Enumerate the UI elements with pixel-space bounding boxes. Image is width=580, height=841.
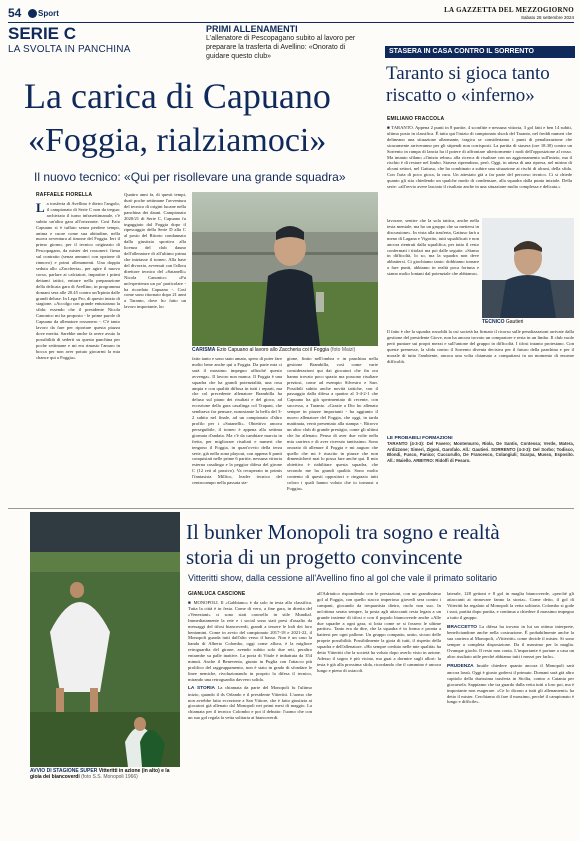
main-col1-text: a trasferta di Avellino è dietro l'angolo, il campionato di Serie C non da tregua: archiviato il turno infrasettimanale, c'è subito un'altra gara all'orizzonte. Così Ezio Capuano si è tuffato senza perdere tempo, anima e cuore come sua abitudine, nella nuova avventura al timone del Foggia. Ieri il primo giorno, per il tecnico originario di Pescopagano, da mister dei rossoneri: firma sul contratto (senza annunci con opzione di rinnovo) e primi allenamenti. Una doppia seduta allo «Zaccheria», per agire il nuovo corso, parlare ai calciatori, impartire i primi dettami tattici, entrare nella preparazione della delicata gara di Avellino, in programma domani sera alle 20.45 contro un'Irpinia dalle grandi deluse. In Lega Pro, di questo inizio di stagione. «Accolgo con grande entusiasmo la sfida: essendo che il presidente Nicola Canonico mi ha proposto - le prime parole di Capuano da allenatore rossonero -. C'è tanto lavoro da fare per riportare questa piazza dove merita. Sarebbe anche fa avere avuto la possibilità di sederti su questa panchina per poche settimane e mi era rimasto l'amaro in bocca per non aver potuto giocarmi la mia chance qui a Foggia». [36, 201, 120, 360]
header-rule [8, 22, 574, 23]
main-standfirst: Il nuovo tecnico: «Qui per risollevare una grande squadra» [34, 170, 346, 184]
main-col-3 [192, 356, 282, 506]
monopoli-col1b-title: LA STORIA [188, 685, 215, 691]
monopoli-byline: GIANLUCA CASCIONE [188, 591, 246, 597]
sidebar-label: PRIMI ALLENAMENTI [206, 24, 298, 34]
capuano-photo-image [192, 192, 378, 346]
monopoli-photo-image [30, 512, 180, 767]
monopoli-col-2 [317, 591, 441, 835]
monopoli-col3c-text: Inutile chiedere quanto ancora il Monopoli sarà ancora lassù. Oggi è giusto godersi il primato. Domani sarà già altro capitolo della durissima trasferta in Sicilia, contro a Catania per giocarsela. Sappiamo che tra guardo dalla vetta tutti a loro poi, ma è importante non esagerare. «Ce lo dicono a tutti gli allenamenti» ha detto il mister. Cerchiamo di fare il massimo, perché il campionato è lungo e difficile». [447, 662, 574, 705]
gautieri-caption [482, 319, 574, 325]
taranto-colfull-text: Il fatto è che la squadra rossoblù la cui società ha firmato il ricorso sulle penalizzazioni arrivate dalla gestione del presidente Giove, non ha ancora trovato un compratore e resta in un limbo. Il club vuole però puntare sui propri mezzi e sull'unione del gruppo in difficoltà. I tifosi intanto protestano. Con queste premesse, la sfida contro il Sorrento diventa decisiva per il futuro della panchina e per il morale di tutto l'ambiente, ancora una volta chiamato a compattarsi in un momento di enorme difficoltà. [387, 329, 574, 364]
taranto-byline: EMILIANO FRACCOLA [387, 116, 445, 122]
sport-logo-icon [28, 9, 37, 18]
gautieri-photo [482, 218, 574, 318]
gautieri-caption-bold: TECNICO [482, 319, 505, 325]
monopoli-bullet: ■ [188, 600, 192, 605]
monopoli-headline-1: Il bunker Monopoli tra sogno e realtà [186, 520, 500, 544]
main-col4-text: gione, finito nell'ombra e in panchina nella gestione Brambilla, così come varie considerazioni qui dai giocatori che fin ora hanno trovato poco spazio ma possono risultare preziosi, come ad esempio Silvestro e Sarr. Possibili subito anche novità tattiche, con il passaggio dalla difesa a quattro al 3-4-2-1 che Capuano ha già sperimentato di recente, con successo, a Taranto. «Grazie a Dio ho allenato sempre in piazze importanti - ha aggiunto il nuovo allenatore del Foggia, che oggi, in tarda mattinata, verrà presentato alla stampa -. Ritrovo un altro club di grande prestigio, come gli ultimi che ho allenato. Penso di aver due volte nella mia carriera e di aver ricevuto tantissimo. Sono onorato di allenare il Foggia e mi auguro che quello che mi è riuscito in piazze che non dimenticherò mai lo possa fare anche qui. Il mio obiettivo è riabilitare questa squadra, che secondo me ha grandi qualità. Sono molto contento di questi oppositori e ringrazio tutti coloro i quali hanno voluto che io tornassi a Foggia». [287, 356, 378, 491]
section-divider [8, 508, 574, 509]
taranto-col1b-text: lavorare, sentire che la sola tattica, anche nella testa mentale, ma ho un gruppo che sa mettersi in discussione». In vista alla trasferta, Gattuso farà a meno di Lagana e Vigorito, tutti squalificati e non ancora rientrati dalla squalifica, per tutto il resto confermati i titolari ma poi dalle seguite. «Siamo in difficoltà, lo so, ma la squadra non deve abbattersi. Ci giochiamo tanto: dobbiamo tornare a fare punti, abbiamo in realtà poca fortuna e siamo molto lontani dal potenziale che abbiamo». [387, 218, 479, 277]
taranto-col1-text: TARANTO. Appena 2 punti in 8 partite, 4 sconfitte e nessuna vittoria, 3 gol fatti e ben 14 subiti, ultimo posto in classifica. È tutto qui l'inizio di campionato shock del Taranto, nel freddi numeri che delineano una situazione allarmante, tragica se consideriamo i punti di penalizzazione che sicuramente arriveranno per gli stipendi non corrisposti. La partita di stasera (ore 18.30) contro un Sorrento in rampa di lancia ha il potere di affrontare ulteriormente i nodi dell'opposizione al rosso. Ma intanto sfilano «l'inizio rebus» alla ricerca di risultare con un aggiornamento sull'inizio, ma il rischio è di restare nel limbo. Stasera riprendono, però. Oggi, in attesa di una ripresa, nel mirino di alcuni settori, nel Gattuso, che ha combinato a subire una situazione ai rischi di alcuni, della sfida. Con l'aria di poco gioca, la cura. Un attestato già a far parte del percorso tecnico. Ci si chiede quanto gli stia chiedendo un qualche modo di condensare, alla squadra dalla punta iniziale. Della serie: «all'avvio avere lasciato il risultato anche in una situazione molto complessa e delicata.» [387, 125, 572, 190]
monopoli-photo [30, 512, 180, 767]
dropcap: L [36, 200, 45, 215]
taranto-lineups [387, 436, 574, 502]
main-col-1 [36, 192, 120, 502]
monopoli-col-1 [188, 591, 312, 835]
main-byline: RAFFAELE FIORELLA [36, 192, 93, 198]
monopoli-headline-2: storia di un progetto convincente [186, 545, 463, 569]
sidebar-text: L'allenatore di Pescopagano subito al lavoro per preparare la trasferta di Avellino: «Onorato di guidare questo club» [206, 35, 356, 60]
page-number: 54 [8, 6, 22, 20]
taranto-col-1b [387, 218, 479, 318]
taranto-bullet: ■ [387, 125, 390, 130]
main-headline-2: «Foggia, rialziamoci» [28, 122, 327, 159]
gautieri-photo-image [482, 218, 574, 318]
taranto-lineups-title: LE PROBABILI FORMAZIONI [387, 436, 453, 441]
monopoli-caption-bold: AVVIO DI STAGIONE SUPER [30, 768, 98, 774]
monopoli-col-3 [447, 591, 574, 835]
section-kicker-subtitle: LA SVOLTA IN PANCHINA [8, 44, 131, 55]
monopoli-col1-text: MONOPOLI. Il «Gabbiano» è da solo in testa alla classifica. Tutta la città è in festa. Come di vero, a fine gara, in diretta del «Veneziani» ci sono stati carosello in stile Mundial. Immediatamente la rete e i social sono stati presi d'assalto da messaggi del tifosi biancoverdi, grandi a tessere le lodi dei loro beniamini. Come in avvio del campionato 2017-18 e 2021-22, il Monopoli guarda tutti dall'alto verso il basso. Non è un caso la banda di Alberto Colombo, oggi come allora, è la migliore retroguardia del girone, avendo subito solo due reti, peraltro entrambe su palle inattive. La porta di Vitale è imbattuta da 354 minuti. Anche il Benevento, giunto in Puglia con l'attacco più prolifico del raggruppamento, non è stato in grado di sfondare le linee nemiche, rivoluzionando in proprio la difesa il tecnico, mirando una retroguardia davvero solida. [188, 600, 312, 682]
main-col-2 [124, 192, 186, 502]
capuano-caption-bold: CARISMA [192, 347, 216, 353]
section-logo-text: Sport [38, 8, 59, 18]
main-headline-1: La carica di Capuano [24, 76, 331, 116]
capuano-caption-credit: (foto Maizi) [330, 347, 356, 353]
taranto-label: STASERA IN CASA CONTRO IL SORRENTO [389, 48, 534, 55]
page-header [8, 6, 574, 22]
main-col2-text: Quattro anni fa, di questi tempi, durò poche settimane l'avventura del tecnico di origini lucane nella panchina dei dauni. Campionato 2020/21 di Serie C, Capuano fu ingaggiato dal Foggia dopo il ripescaggio della Serie D alla C al posto del Ritorto condannato dalla giustizia sportiva alla licenza del club dauno dell'allenatore di all'ultimo prima che iniziasse il torneo. Alla base del divorzio, avvenuti con l'allora direttore tecnico del «Satanelli» Nicola Canonico: «Fu un'esperienza un po' particolare - ha ricordato Capuano -. Così come sono ritornato dopo 21 anni a Taranto, dove ho fatto un lavoro importante, ho [124, 192, 186, 310]
monopoli-caption-credit: (foto S.S. Monopoli 1966) [81, 774, 138, 780]
taranto-col-full [387, 329, 574, 433]
monopoli-col3b-title: BRACCETTO [447, 624, 478, 630]
capuano-photo [192, 192, 378, 346]
monopoli-col3b-text: La difesa ha trovato in lui un ottimo interprete, beneficiandone anche nella costruzione. È probabilmente anche la sua carriera al Monopoli, «Vitteritti» come decide il mister. Si sono sempre a completa disposizione. Da il massimo per la maglia. Ovunque giochi. Il resto non conta. L'importante è portare a casa un altro risultato utile perché abbiamo tutti i mezzi per farlo». [447, 623, 574, 660]
taranto-col-1 [387, 125, 572, 217]
monopoli-standfirst: Vitteritti show, dalla cessione all'Avellino fino al gol che vale il primato solitario [188, 573, 498, 583]
section-kicker-title: SERIE C [8, 24, 77, 43]
monopoli-col3c-title: PRUDENZA [447, 663, 474, 669]
taranto-headline: Taranto si gioca tanto riscatto o «inferno» [386, 63, 550, 106]
newspaper-title: LA GAZZETTA DEL MEZZOGIORNO [444, 6, 574, 14]
monopoli-col3-text: laterale, 128 gettoni e 8 gol in maglia biancoverde, «perché gli attaccanti ai rinnovare fanno la storia». Come detto, il gol di Vitteritti ha regalato al Monopoli la vetta solitaria. Colombo si gode i suoi, partita dopo partita, e continua a chiedere il massimo impegno a tutto il gruppo. [447, 591, 574, 620]
main-col-4 [287, 356, 378, 506]
page-date: Sabato 28 settembre 2024 [520, 15, 574, 20]
sport-logo [28, 7, 59, 19]
monopoli-caption [30, 768, 180, 780]
monopoli-caption-text: Vitteritti in azione (in alto) e la gioia dei biancoverdi [30, 768, 170, 780]
capuano-caption [192, 347, 378, 353]
monopoli-col2-text: all'Adriatico rispondendo con le prestazioni, con un grandissimo gol al Foggia, con quello stacco imperioso giovedì sera contro i campani, giocando da trequartista dietro, ruolo non suo. In un'ottima serata sempre, la posta agli attaccanti resta legata a un grande insieme di tifosi e con il popolo biancoverde anche «Alle due squadre a ogni gara, si lotta come se si fossero le ultime partite». Tanto era da dire, che la squadra è in forma e pronta a battersi per ogni pallone. Un gruppo compatto, unito, sicuro delle proprie possibilità. Possibilmente la gioia di tutti, il rispetto della squadra e dell'allenatore. «Ho sempre creduto nelle mie qualità» ha detto Vitteritti che la società ha voluto dopo averlo visto in azione. Adesso il sogno è più vicino, ma guai a dormire sugli allori: la testa è già alla prossima sfida, ricordando che il cammino è ancora lungo e pieno di ostacoli. [317, 591, 441, 673]
gautieri-caption-text: Gautieri [505, 319, 524, 325]
taranto-label-bar [385, 46, 575, 58]
taranto-lineups-text: TARANTO (4-3-3): Del Favero; Montemurro, Riola, De Santis, Contessa; Verde, Matera, Ardizzone; Simeri, Zigoni, Garofalo. All.: Gautieri. SORRENTO (4-3-3): Del Sorbo; Todisco, Blondi, Fusco, Panico; Cuccurullo, De Francesco, Colangiuli; Scarpa, Musso, Esposito. All.: Maiello. ARBITRO: Ridolfi di Pesaro. [387, 441, 574, 463]
capuano-caption-text: Ezio Capuano al lavoro allo Zaccheria coi il Foggia [216, 347, 330, 353]
main-col3-text: fatto tanto e sono stato amato, spero di poter fare molto bene anche qui a Foggia. Da parte mia ci sarà il massimo impegno affinché questo avvenga». Il lavoro non manca. Il Foggia è una squadra che ha grandi potenzialità, una rosa ampia e con qualità diffusa in tutti i reparti, ma che col precedente allenatore Brambilla ha deluso sul piano dei risultati e del gioco, ad eccezione della gara casalinga col Trapani, che sembrava far pensare, nonostante la beffa del 3-2 subito nel finale, ad un campionato d'altro profilo per i «Satanelli». Obiettivo ancora perseguibile, il torneo è appena alla settima giornata d'andata. Ma c'è da cambiare marcia in fretta, per migliorare risultati e numeri che tengono il Foggia, in quart'ovvio della terza serie, già nella zona playout, con appena 6 punti conquistati nelle prime 6 partite, nessuna vittoria esterna casalinga e la peggior difesa del girone C (12 reti al passivo). Va recuperato in primis l'fantasista Millico, leader tecnico del centrocampo nella passata sta- [192, 356, 282, 486]
monopoli-col1b-text: La chiamata da parte del Monopoli fu l'ultimo inizio, quando il ds Orlando e il presidente Vitteritti. L'uomo che non avrebbe fatto eccezione a San Vittore, che è fatto giustizia ai giocatori già allenato dal Monopoli nei primi mesi di maggio. La chiamata per il tecnico Colombo e poi il debutto: l'uomo che con un suo gol regala la vetta solitaria ai biancoverdi. [188, 684, 312, 721]
